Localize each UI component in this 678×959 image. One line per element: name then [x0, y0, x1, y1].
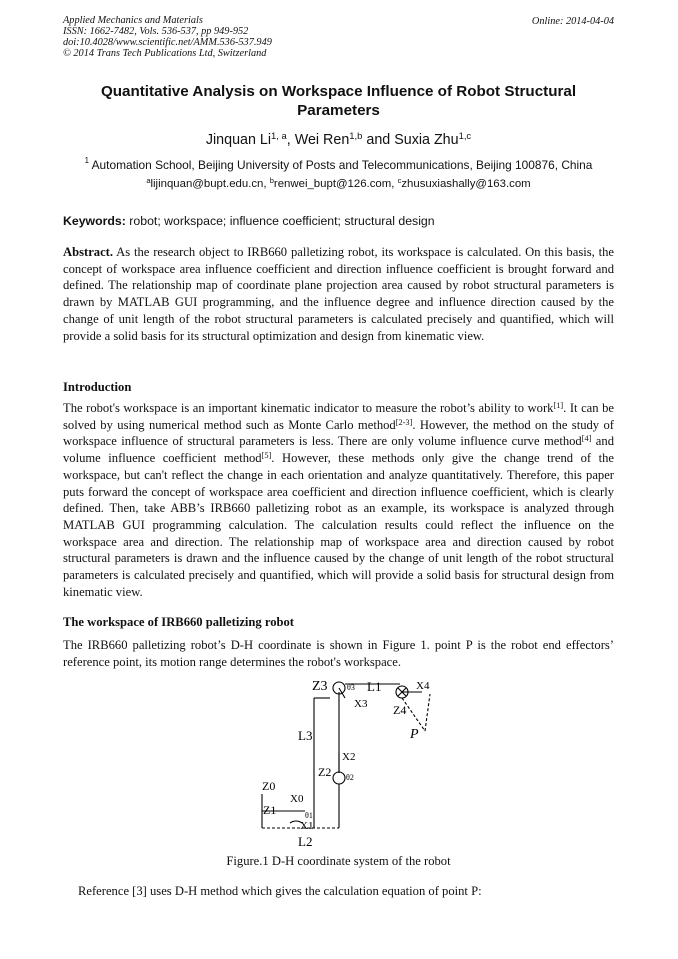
- label-z1: Z1: [263, 803, 277, 817]
- author-list: [63, 132, 614, 148]
- abstract: [63, 244, 614, 344]
- header-doi: doi:10.4028/www.scientific.net/AMM.536-537.949: [63, 37, 272, 48]
- header-copyright: © 2014 Trans Tech Publications Ltd, Switzerland: [63, 48, 267, 59]
- label-l1: L1: [367, 679, 382, 694]
- abstract-label: Abstract.: [63, 245, 114, 259]
- label-z2: Z2: [318, 765, 332, 779]
- dh-coordinate-figure: [250, 676, 460, 856]
- label-theta2: θ2: [346, 773, 354, 782]
- author-affil-mark: 1,b: [349, 130, 363, 141]
- label-l3: L3: [298, 728, 313, 743]
- keywords-label: Keywords:: [63, 214, 126, 228]
- label-theta3: θ3: [347, 683, 355, 692]
- section-heading-workspace: The workspace of IRB660 palletizing robot: [63, 615, 295, 629]
- figure-caption: Figure.1 D-H coordinate system of the robot: [226, 854, 451, 868]
- author-emails: [63, 178, 614, 190]
- label-x3: X3: [354, 698, 368, 710]
- intro-text: . It can be solved by using numerical method such as Monte Carlo method: [63, 401, 614, 432]
- label-z0: Z0: [262, 779, 276, 793]
- author-name: Jinquan Li: [205, 132, 272, 148]
- affiliation-text: Automation School, Beijing University of Posts and Telecommunications, Beijing 100876, China: [88, 158, 593, 172]
- paper-title: Quantitative Analysis on Workspace Influence of Robot Structural Parameters: [100, 83, 577, 119]
- email-link[interactable]: renwei_bupt@126.com,: [273, 178, 398, 190]
- email-mark: b: [269, 176, 274, 185]
- abstract-text: As the research object to IRB660 palletizing robot, its workspace is calculated. On this basis, the concept of workspace area influence coefficient and direction influence coefficient is brought forward and defined. The relationship map of coordinate plane projection area caused by robot structural parameters is drawn by MATLAB GUI programming, and the influence degree and influence direction caused by the change of unit length of the robot structural parameters is calculated precisely and quantified, which will provide a solid basis for its structural optimization and design from kinematic view.: [63, 245, 614, 343]
- axis-x3: [339, 688, 345, 698]
- author-separator: and: [362, 132, 395, 148]
- intro-text: . However, the method on the study of workspace influence of structural parameters is less. There are only volume influence curve method: [63, 417, 614, 449]
- label-theta1: θ1: [305, 811, 313, 820]
- intro-text: The robot's workspace is an important kinematic indicator to measure the robot’s ability to work: [63, 401, 554, 415]
- keywords-text: robot; workspace; influence coefficient; structural design: [125, 214, 435, 228]
- label-z3: Z3: [312, 679, 328, 694]
- joint-2: [333, 772, 345, 784]
- email-link[interactable]: zhusuxiashally@163.com: [401, 178, 531, 190]
- author-name: Suxia Zhu: [394, 132, 459, 148]
- author-separator: ,: [286, 132, 295, 148]
- label-x2: X2: [342, 751, 356, 763]
- author-affil-mark: 1, a: [271, 130, 287, 141]
- label-p: P: [410, 727, 419, 742]
- label-x4: X4: [416, 680, 430, 692]
- header-online-date: Online: 2014-04-04: [531, 16, 614, 27]
- citation[interactable]: [4]: [581, 434, 592, 444]
- reference-line: Reference [3] uses D-H method which gives the calculation equation of point P:: [78, 884, 482, 898]
- keywords: [63, 214, 435, 228]
- intro-text: and volume influence coefficient method: [63, 434, 614, 466]
- author-affil-mark: 1,c: [458, 130, 472, 141]
- label-z4: Z4: [393, 703, 407, 717]
- author-name: Wei Ren: [294, 132, 350, 148]
- label-x1: X1: [300, 820, 314, 832]
- label-x0: X0: [290, 793, 304, 805]
- email-mark: a: [146, 176, 151, 185]
- email-link[interactable]: lijinquan@bupt.edu.cn,: [150, 178, 270, 190]
- citation[interactable]: [5]: [261, 451, 272, 461]
- citation[interactable]: [2-3]: [395, 417, 413, 427]
- label-l2: L2: [298, 834, 313, 849]
- header-journal: Applied Mechanics and Materials: [63, 15, 203, 26]
- affiliation-mark: 1: [84, 156, 89, 165]
- introduction-paragraph: [63, 400, 614, 600]
- citation[interactable]: [1]: [553, 401, 564, 410]
- workspace-paragraph: The IRB660 palletizing robot’s D-H coordinate is shown in Figure 1. point P is the robot end effectors’ reference point, its motion range determines the robot's workspace.: [63, 638, 614, 669]
- intro-text: . However, these methods only give the change trend of the workspace, but can't reflect the change in each orientation and analyze quantitatively. Therefore, this paper puts forward the concept of workspace area coefficient and direction influence coefficient, which is clearly defined. Then, take ABB’s IRB660 palletizing robot as an example, its workspace is analyzed through MATLAB GUI programming calculation. The calculation results could reflect the influence on the workspace area and direction. The relationship map of workspace area and direction caused by robot structural parameters is drawn and the influence caused by the change of unit length of the robot structural parameters is calculated precisely and quantified, which will provide a solid basis for structural design from kinematic view.: [63, 451, 614, 599]
- section-heading-introduction: Introduction: [63, 380, 132, 394]
- email-mark: c: [397, 176, 402, 185]
- affiliation: [63, 158, 614, 172]
- header-issn: ISSN: 1662-7482, Vols. 536-537, pp 949-952: [63, 26, 249, 37]
